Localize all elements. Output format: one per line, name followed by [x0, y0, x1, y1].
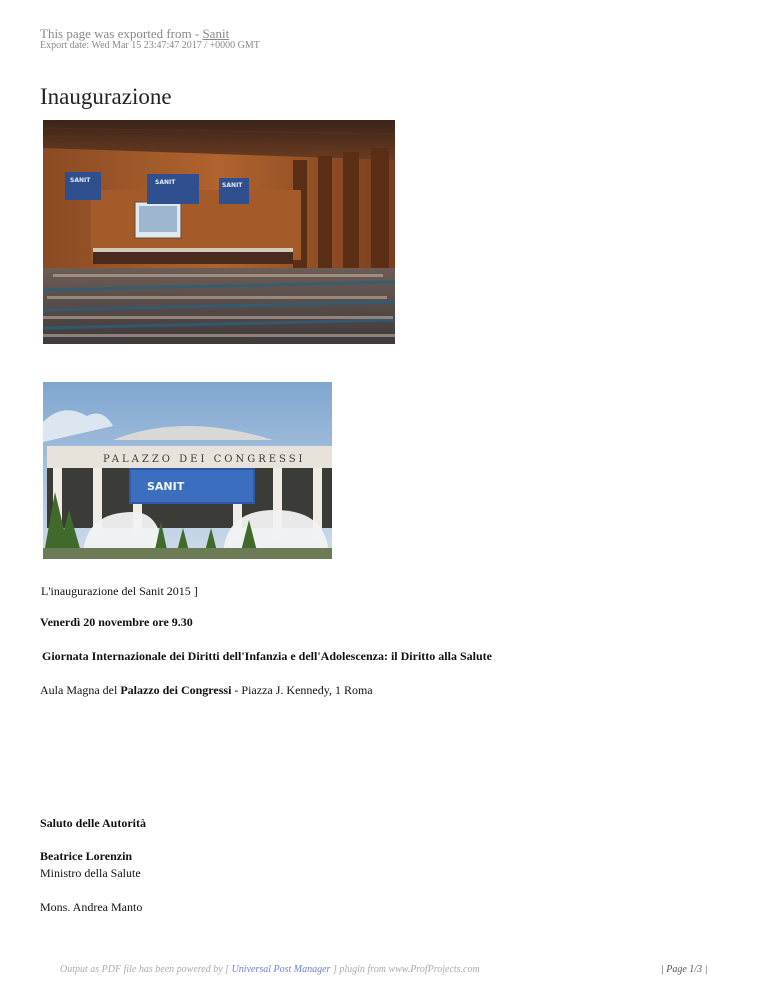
palazzo-photo [43, 382, 332, 559]
greeting-heading: Saluto delle Autorità [40, 816, 147, 830]
site-link[interactable]: Sanit [202, 26, 230, 41]
speaker-role: Ministro della Salute [40, 866, 141, 880]
banner-text: SANIT [222, 182, 243, 189]
export-date: Export date: Wed Mar 15 23:47:47 2017 / +0000 GMT [40, 40, 260, 51]
venue-prefix: Aula Magna del [40, 683, 121, 697]
footer-suffix: ] plugin from www.ProfProjects.com [330, 964, 480, 975]
footer-prefix: Output as PDF file has been powered by [ [60, 964, 232, 975]
speaker-name: Mons. Andrea Manto [40, 900, 143, 914]
venue-suffix: - Piazza J. Kennedy, 1 Roma [231, 683, 373, 697]
page-title: Inaugurazione [40, 84, 172, 109]
event-date-time: Venerdì 20 novembre ore 9.30 [40, 615, 193, 629]
banner-text: SANIT [70, 177, 91, 184]
banner-text: SANIT [155, 179, 176, 186]
speaker-name: Beatrice Lorenzin [40, 849, 133, 863]
page-number [661, 964, 707, 975]
event-title: Giornata Internazionale dei Diritti dell'Infanzia e dell'Adolescenza: il Diritto alla Salute [42, 649, 492, 663]
photo-caption: L'inaugurazione del Sanit 2015 ] [41, 584, 198, 598]
plugin-link[interactable]: Universal Post Manager [231, 964, 331, 975]
footer-credit [60, 964, 480, 975]
facade-text: PALAZZO DEI CONGRESSI [103, 454, 306, 465]
export-prefix: This page was exported from - [40, 26, 203, 41]
event-venue [40, 683, 373, 698]
page-number-text: | Page 1/3 | [661, 964, 708, 975]
banner-text: SANIT [147, 480, 185, 493]
auditorium-photo [43, 120, 395, 344]
venue-place: Palazzo dei Congressi [120, 683, 232, 697]
